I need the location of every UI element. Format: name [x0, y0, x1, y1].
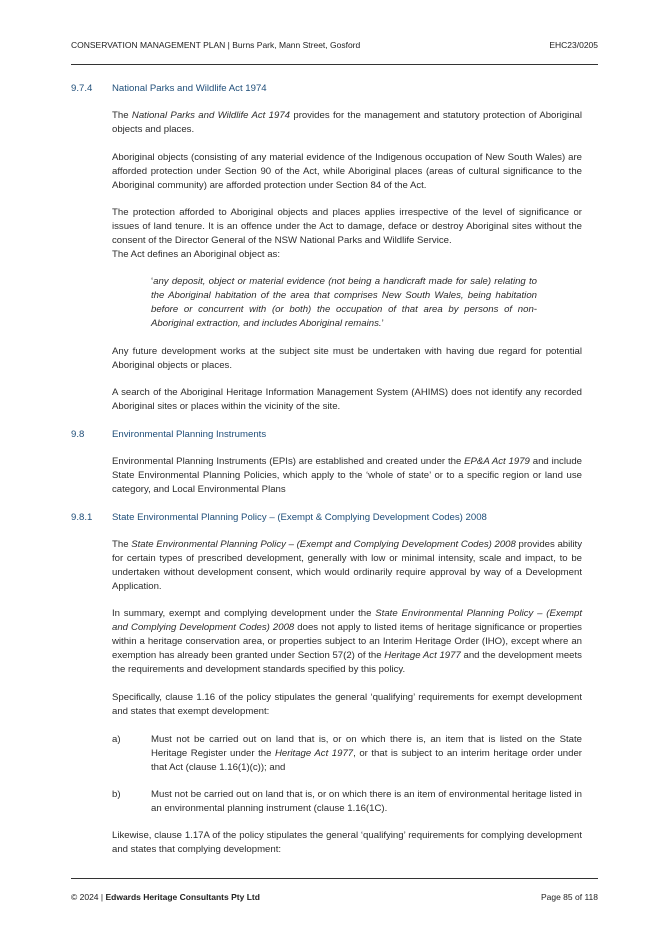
section-title: State Environmental Planning Policy – (Exempt & Complying Development Codes) 2008: [112, 512, 487, 523]
paragraph-sepp-summary: In summary, exempt and complying development under the State Environmental Planning Policy – (Exempt and Complying Development Codes) 2008 does not apply to listed items of heritage significance or properties within a heritage conservation area, or properties subject to an Interim Heritage Order (IHO), except where an exemption has already been granted under Section 57(2) of the Heritage Act 1977 and the development meets the requirements and development standards specified by this policy.: [112, 608, 582, 675]
paragraph-sepp-intro: The State Environmental Planning Policy – (Exempt and Complying Development Codes) 2008 provides ability for certain types of prescribed development, generally with low or minimal intensity, scale and impact, to be undertaken without development consent, which would ordinarily require approval by way of a Development Application.: [112, 539, 582, 592]
header-divider: [71, 64, 598, 65]
paragraph-ahims-search: A search of the Aboriginal Heritage Information Management System (AHIMS) does not identify any recorded Aboriginal sites or places within the vicinity of the site.: [112, 387, 582, 412]
list-text: Must not be carried out on land that is, or on which there is, an item that is listed on the State Heritage Register under the Heritage Act 1977, or that is subject to an interim heritage order under that Act (clause 1.16(1)(c)); and: [151, 734, 582, 773]
section-title: Environmental Planning Instruments: [112, 429, 267, 440]
paragraph-aboriginal-objects: Aboriginal objects (consisting of any material evidence of the Indigenous occupation of New South Wales) are afforded protection under Section 90 of the Act, while Aboriginal places (areas of cultural significance to the Aboriginal community) are afforded protection under Section 84 of the Act.: [112, 152, 582, 191]
section-number: 9.7.4: [71, 83, 93, 94]
paragraph-future-development: Any future development works at the subject site must be undertaken with having due regard for potential Aboriginal objects or places.: [112, 346, 582, 371]
list-text: Must not be carried out on land that is, or on which there is an item of environmental heritage listed in an environmental planning instrument (clause 1.16(1C).: [151, 789, 582, 814]
header-title: CONSERVATION MANAGEMENT PLAN | Burns Park, Mann Street, Gosford: [71, 40, 361, 50]
section-heading-9-8-1: [71, 512, 487, 523]
list-marker: a): [112, 734, 121, 745]
list-item-b: [112, 788, 582, 816]
company-name: Edwards Heritage Consultants Pty Ltd: [105, 892, 260, 902]
section-heading-9-8: [71, 429, 266, 440]
list-marker: b): [112, 789, 121, 800]
page-number: Page 85 of 118: [540, 892, 598, 902]
section-number: 9.8.1: [71, 512, 93, 523]
document-reference: EHC23/0205: [549, 40, 598, 50]
paragraph-clause-1-17a: Likewise, clause 1.17A of the policy stipulates the general ‘qualifying’ requirements for complying development and states that complying development:: [112, 830, 582, 855]
paragraph-npwa-intro: The National Parks and Wildlife Act 1974 provides for the management and statutory protection of Aboriginal objects and places.: [112, 110, 582, 135]
paragraph-protection: The protection afforded to Aboriginal objects and places applies irrespective of the level of significance or issues of land tenure. It is an offence under the Act to damage, deface or destroy Aboriginal sites without the consent of the Director General of the NSW National Parks and Wildlife Service.: [112, 207, 582, 246]
footer-divider: [71, 878, 598, 879]
section-title: National Parks and Wildlife Act 1974: [112, 83, 267, 94]
section-heading-9-7-4: [71, 83, 267, 94]
footer-copyright: © 2024 | Edwards Heritage Consultants Pty Ltd: [71, 892, 260, 902]
act-name: National Parks and Wildlife Act 1974: [131, 110, 291, 121]
page-header: [71, 40, 598, 50]
paragraph-epis: Environmental Planning Instruments (EPIs) are established and created under the EP&A Act 1979 and include State Environmental Planning Policies, which apply to the ‘whole of state’ or to a specific region or land use category, and Local Environmental Plans: [112, 456, 582, 495]
list-item-a: [112, 733, 582, 775]
paragraph-act-definition-intro: The Act defines an Aboriginal object as:: [112, 249, 280, 260]
paragraph-clause-1-16: Specifically, clause 1.16 of the policy stipulates the general ‘qualifying’ requirements for exempt development and states that exempt development:: [112, 692, 582, 717]
quote-aboriginal-object-definition: ‘any deposit, object or material evidence (not being a handicraft made for sale) relating to the Aboriginal habitation of the area that comprises New South Wales, being habitation before or concurrent with (or both) the occupation of that area by persons of non-Aboriginal extraction, and includes Aboriginal remains.’: [151, 276, 537, 329]
page-footer: [71, 892, 598, 902]
section-number: 9.8: [71, 429, 85, 440]
